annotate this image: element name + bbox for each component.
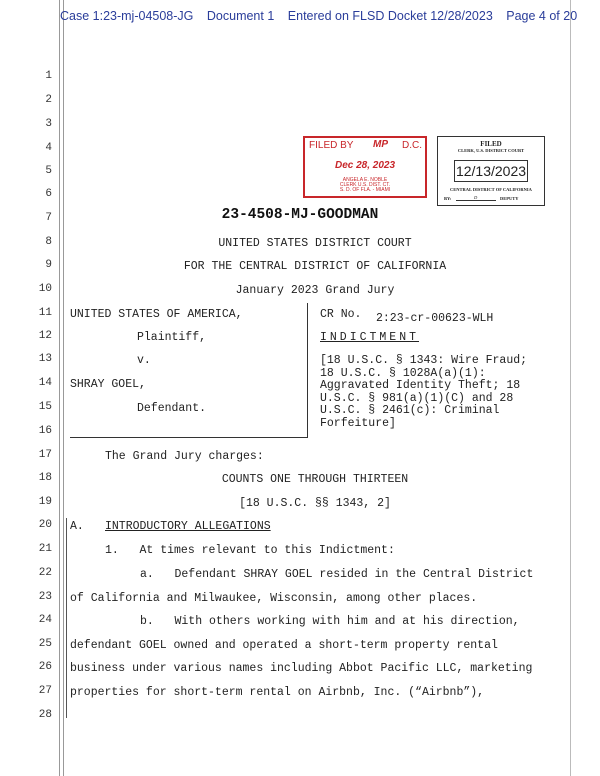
line-number: 21 xyxy=(38,543,52,555)
left-margin-rule xyxy=(59,0,60,776)
line-number: 16 xyxy=(38,425,52,437)
line-number: 22 xyxy=(38,567,52,579)
central-district-label: CENTRAL DISTRICT OF CALIFORNIA xyxy=(450,187,532,192)
left-margin-rule-inner xyxy=(63,0,64,776)
by-signature-line xyxy=(456,200,496,201)
filed-by-label: FILED BY xyxy=(309,140,354,151)
court-name: UNITED STATES DISTRICT COURT xyxy=(218,237,412,250)
versus: v. xyxy=(137,354,151,367)
line-number: 4 xyxy=(45,142,52,154)
paragraph-b-line3: business under various names including Abbot Pacific LLC, marketing xyxy=(70,662,533,675)
plaintiff-label: Plaintiff, xyxy=(137,331,207,344)
clerk-label: CLERK, U.S. DISTRICT COURT xyxy=(457,148,525,153)
line-number: 9 xyxy=(45,259,52,271)
line-number: 27 xyxy=(38,685,52,697)
line-number: 18 xyxy=(38,472,52,484)
line-number: 26 xyxy=(38,661,52,673)
page-number: Page 4 of 20 xyxy=(506,9,578,23)
counts-statute: [18 U.S.C. §§ 1343, 2] xyxy=(239,497,391,510)
grand-jury: January 2023 Grand Jury xyxy=(235,284,395,297)
line-number: 23 xyxy=(38,591,52,603)
line-number: 13 xyxy=(38,353,52,365)
line-number: 2 xyxy=(45,94,52,106)
filed-label: FILED xyxy=(480,140,502,148)
defendant-party: SHRAY GOEL, xyxy=(70,378,146,391)
plaintiff-party: UNITED STATES OF AMERICA, xyxy=(70,308,243,321)
statutes-block xyxy=(320,355,527,430)
paragraph-b-line1: b. With others working with him and at his direction, xyxy=(140,615,520,628)
cr-label: CR No. xyxy=(320,308,362,321)
paragraph-b-line2: defendant GOEL owned and operated a short-term property rental xyxy=(70,639,498,652)
line-number: 25 xyxy=(38,638,52,650)
line-number: 19 xyxy=(38,496,52,508)
cr-number: 2:23-cr-00623-WLH xyxy=(376,312,494,325)
filed-by-date: Dec 28, 2023 xyxy=(334,160,396,171)
case-number-title: 23-4508-MJ-GOODMAN xyxy=(221,207,379,223)
section-bracket xyxy=(66,518,67,718)
line-number: 17 xyxy=(38,449,52,461)
indictment-title: INDICTMENT xyxy=(320,331,420,344)
central-district-filed-stamp xyxy=(437,136,545,206)
filed-by-stamp xyxy=(303,136,427,198)
filed-date-box: 12/13/2023 xyxy=(454,160,528,182)
paragraph-1: 1. At times relevant to this Indictment: xyxy=(105,544,395,557)
section-letter: A. xyxy=(70,520,84,533)
by-initial: D xyxy=(474,195,478,200)
statute-line: [18 U.S.C. § 1343: Wire Fraud; xyxy=(320,354,528,367)
clerk-title: CLERK U.S. DIST. CT. xyxy=(339,182,391,188)
line-number: 3 xyxy=(45,118,52,130)
clerk-name: ANGELA E. NOBLE xyxy=(342,177,388,183)
line-number: 6 xyxy=(45,188,52,200)
court-district: FOR THE CENTRAL DISTRICT OF CALIFORNIA xyxy=(183,260,447,273)
by-label: BY: xyxy=(444,196,452,201)
filed-by-initials: MP xyxy=(373,139,388,150)
statute-line: Forfeiture] xyxy=(320,416,396,430)
entered-date: Entered on FLSD Docket 12/28/2023 xyxy=(287,9,493,23)
paragraph-a-line2: of California and Milwaukee, Wisconsin, among other places. xyxy=(70,592,478,605)
statute-line: Aggravated Identity Theft; 18 xyxy=(320,379,521,392)
deputy-label: DEPUTY xyxy=(500,196,519,201)
statute-line: U.S.C. § 981(a)(1)(C) and 28 xyxy=(320,391,514,405)
grand-jury-charges: The Grand Jury charges: xyxy=(105,450,264,463)
line-number: 1 xyxy=(45,70,52,82)
statute-line: U.S.C. § 2461(c): Criminal xyxy=(320,404,500,417)
paragraph-a-line1: a. Defendant SHRAY GOEL resided in the Central District xyxy=(140,568,534,581)
right-margin-rule xyxy=(570,0,571,776)
line-number: 8 xyxy=(45,236,52,248)
line-number: 28 xyxy=(38,709,52,721)
line-number: 10 xyxy=(38,283,52,295)
line-number: 5 xyxy=(45,165,52,177)
filed-by-dc: D.C. xyxy=(402,140,422,151)
line-number: 24 xyxy=(38,614,52,626)
line-number: 12 xyxy=(38,330,52,342)
statute-line: 18 U.S.C. § 1028A(a)(1): xyxy=(320,366,486,380)
docket-header xyxy=(60,9,587,23)
case-id: Case 1:23-mj-04508-JG xyxy=(60,9,194,23)
section-title: INTRODUCTORY ALLEGATIONS xyxy=(105,520,271,533)
paragraph-b-line4: properties for short-term rental on Airbnb, Inc. (“Airbnb”), xyxy=(70,686,485,699)
line-number: 11 xyxy=(38,307,52,319)
clerk-district: S. D. OF FLA. - MIAMI xyxy=(339,187,391,193)
caption-divider-vertical xyxy=(307,303,308,438)
line-number: 14 xyxy=(38,377,52,389)
line-number: 7 xyxy=(45,212,52,224)
caption-divider-horizontal xyxy=(70,437,308,438)
document-number: Document 1 xyxy=(206,9,275,23)
line-number: 15 xyxy=(38,401,52,413)
defendant-label: Defendant. xyxy=(137,402,207,415)
counts-heading: COUNTS ONE THROUGH THIRTEEN xyxy=(221,473,409,486)
line-number: 20 xyxy=(38,519,52,531)
